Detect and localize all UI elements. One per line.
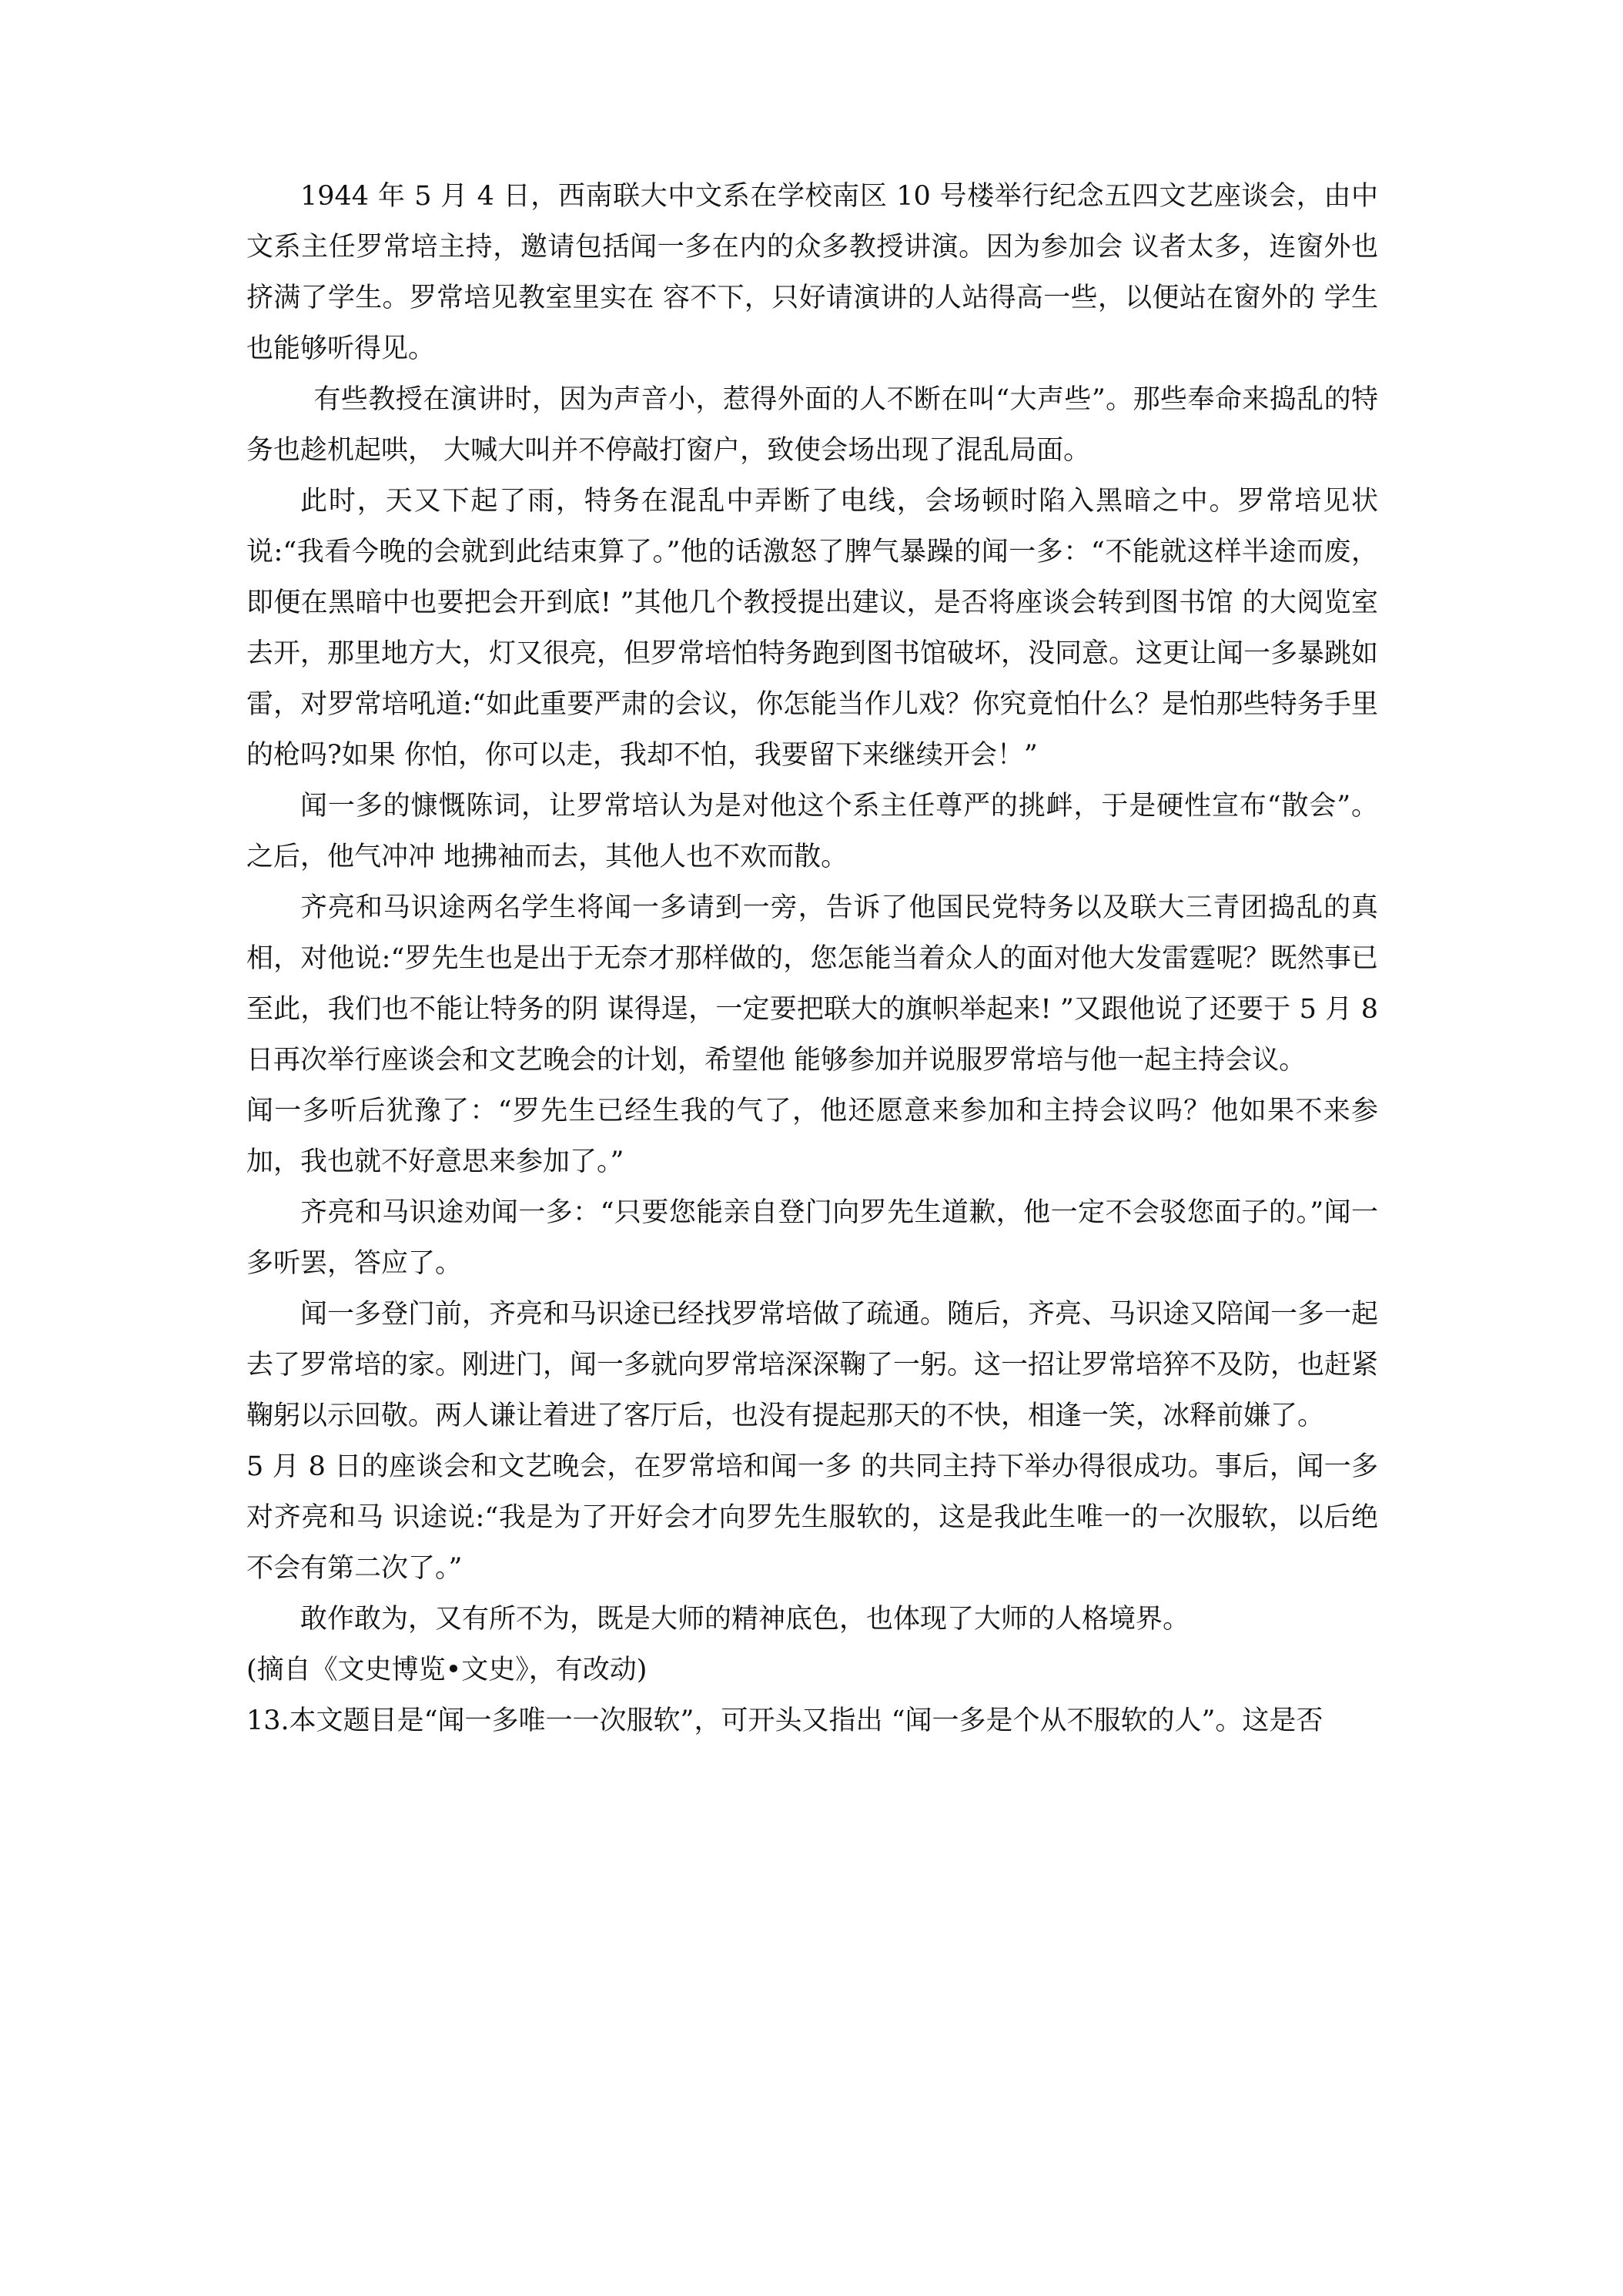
paragraph-3: 此时，天又下起了雨，特务在混乱中弄断了电线，会场顿时陷入黑暗之中。罗常培见状说:“我看今晚的会就到此结束算了。”他的话激怒了脾气暴躁的闻一多：“不能就这样半途而废，即便在黑暗中也要把会开到底! ”其他几个教授提出建议，是否将座谈会转到图书馆 的大阅览室去开，那里地方大，灯又很亮，但罗常培怕特务跑到图书馆破坏，没同意。这更让闻一多暴跳如雷，对罗常培吼道:“如此重要严肃的会议，你怎能当作儿戏？你究竟怕什么？是怕那些特务手里的枪吗?如果 你怕，你可以走，我却不怕，我要留下来继续开会！” xyxy=(246,486,1379,771)
paragraph-2: 有些教授在演讲时，因为声音小，惹得外面的人不断在叫“大声些”。那些奉命来捣乱的特务也趁机起哄， 大喊大叫并不停敲打窗户，致使会场出现了混乱局面。 xyxy=(246,384,1378,466)
paragraph-1: 1944 年 5 月 4 日，西南联大中文系在学校南区 10 号楼举行纪念五四文艺座谈会，由中文系主任罗常培主持，邀请包括闻一多在内的众多教授讲演。因为参加会 议者太多，连窗外也挤满了学生。罗常培见教室里实在 容不下，只好请演讲的人站得高一些，以便站在窗外的 学生也能够听得见。 xyxy=(246,181,1378,364)
source-citation: (摘自《文史博览•文史》，有改动) xyxy=(246,1655,648,1685)
document-page xyxy=(246,171,1378,1746)
paragraph-6: 闻一多听后犹豫了：“罗先生已经生我的气了，他还愿意来参加和主持会议吗？他如果不来参加，我也就不好意思来参加了。” xyxy=(246,1096,1378,1177)
paragraph-4: 闻一多的慷慨陈词，让罗常培认为是对他这个系主任尊严的挑衅，于是硬性宣布“散会”。之后，他气冲冲 地拂袖而去，其他人也不欢而散。 xyxy=(246,791,1378,872)
paragraph-7: 齐亮和马识途劝闻一多：“只要您能亲自登门向罗先生道歉，他一定不会驳您面子的。”闻一多听罢，答应了。 xyxy=(246,1197,1378,1279)
paragraph-9: 5 月 8 日的座谈会和文艺晚会，在罗常培和闻一多 的共同主持下举办得很成功。事后，闻一多对齐亮和马 识途说:“我是为了开好会才向罗先生服软的，这是我此生唯一的一次服软，以后绝不会有第二次了。” xyxy=(246,1451,1378,1584)
paragraph-5: 齐亮和马识途两名学生将闻一多请到一旁，告诉了他国民党特务以及联大三青团捣乱的真相，对他说:“罗先生也是出于无奈才那样做的，您怎能当着众人的面对他大发雷霆呢？既然事已至此，我们也不能让特务的阴 谋得逞，一定要把联大的旗帜举起来! ”又跟他说了还要于 5 月 8 日再次举行座谈会和文艺晚会的计划，希望他 能够参加并说服罗常培与他一起主持会议。 xyxy=(246,892,1378,1076)
paragraph-8: 闻一多登门前，齐亮和马识途已经找罗常培做了疏通。随后，齐亮、马识途又陪闻一多一起去了罗常培的家。刚进门，闻一多就向罗常培深深鞠了一躬。这一招让罗常培猝不及防，也赶紧鞠躬以示回敬。两人谦让着进了客厅后，也没有提起那天的不快，相逢一笑，冰释前嫌了。 xyxy=(246,1299,1379,1431)
paragraph-10: 敢作敢为，又有所不为，既是大师的精神底色，也体现了大师的人格境界。 xyxy=(300,1604,1190,1635)
question-13: 13.本文题目是“闻一多唯一一次服软”，可开头又指出 “闻一多是个从不服软的人”。这是否 xyxy=(246,1705,1323,1736)
